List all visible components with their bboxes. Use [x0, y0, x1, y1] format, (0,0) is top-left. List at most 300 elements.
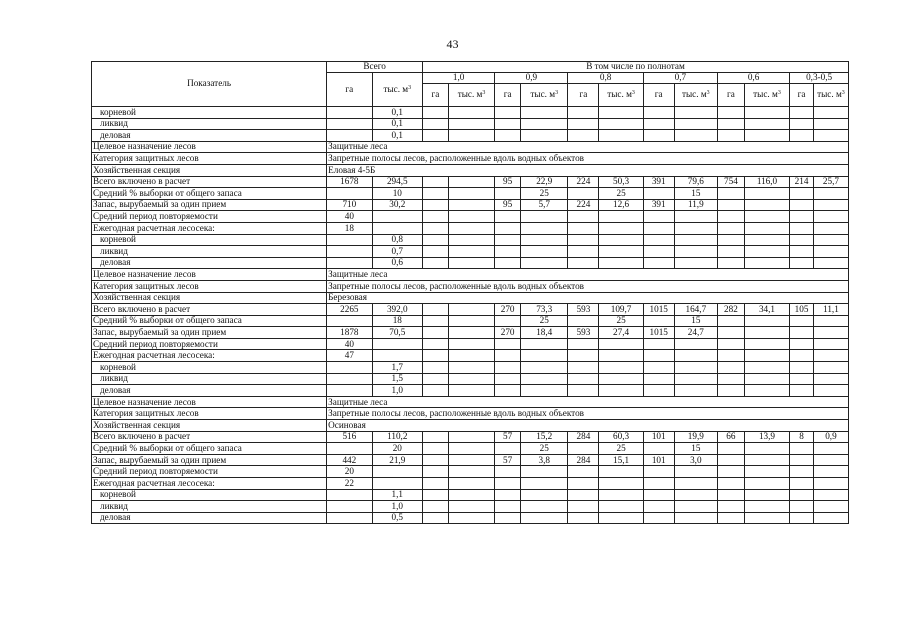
- density-header: 0,3-0,5: [790, 73, 849, 84]
- table-cell: [674, 118, 717, 130]
- table-cell: [327, 257, 372, 269]
- table-cell: [790, 373, 814, 385]
- table-cell: [448, 304, 494, 316]
- table-cell: [521, 130, 568, 142]
- row-label: Запас, вырубаемый за один прием: [92, 327, 327, 339]
- row-label: ликвид: [92, 373, 327, 385]
- row-label: ликвид: [92, 246, 327, 258]
- table-cell: 1878: [327, 327, 372, 339]
- table-cell: [448, 315, 494, 327]
- table-cell: [643, 246, 674, 258]
- table-cell: [448, 350, 494, 362]
- table-cell: [599, 130, 643, 142]
- table-cell: [423, 211, 449, 223]
- table-cell: [495, 466, 521, 478]
- table-cell: [599, 246, 643, 258]
- table-cell: [521, 385, 568, 397]
- table-cell: [717, 373, 744, 385]
- table-cell: 15,2: [521, 431, 568, 443]
- table-cell: [674, 362, 717, 374]
- table-cell: [717, 443, 744, 455]
- table-cell: [717, 512, 744, 524]
- table-cell: [568, 130, 599, 142]
- table-cell: 20: [327, 466, 372, 478]
- table-cell: 8: [790, 431, 814, 443]
- table-cell: 20: [372, 443, 423, 455]
- table-cell: [717, 246, 744, 258]
- table-cell: [448, 130, 494, 142]
- table-cell: [448, 338, 494, 350]
- section-info-row: [92, 420, 849, 432]
- table-cell: [744, 222, 789, 234]
- density-header: 0,9: [495, 73, 568, 84]
- table-cell: 30,2: [372, 199, 423, 211]
- table-cell: [327, 385, 372, 397]
- table-cell: [674, 338, 717, 350]
- table-cell: 0,5: [372, 512, 423, 524]
- info-value: Защитные леса: [327, 141, 849, 153]
- row-label: Всего включено в расчет: [92, 176, 327, 188]
- table-cell: [790, 478, 814, 490]
- table-cell: 391: [643, 176, 674, 188]
- table-cell: 392,0: [372, 304, 423, 316]
- unit-ha-header: [423, 84, 449, 107]
- table-cell: 27,4: [599, 327, 643, 339]
- table-cell: [495, 315, 521, 327]
- table-cell: [744, 350, 789, 362]
- table-cell: [790, 350, 814, 362]
- info-label: Категория защитных лесов: [92, 408, 327, 420]
- table-row: [92, 107, 849, 119]
- table-cell: [423, 350, 449, 362]
- table-cell: [674, 501, 717, 513]
- table-cell: [568, 385, 599, 397]
- table-cell: [717, 130, 744, 142]
- table-row: [92, 350, 849, 362]
- table-cell: [674, 107, 717, 119]
- table-cell: 2265: [327, 304, 372, 316]
- table-cell: 70,5: [372, 327, 423, 339]
- table-cell: 1015: [643, 304, 674, 316]
- unit-label: тыс. м: [681, 89, 707, 100]
- table-row: [92, 327, 849, 339]
- table-cell: [448, 454, 494, 466]
- table-cell: [674, 373, 717, 385]
- table-cell: 57: [495, 454, 521, 466]
- table-cell: 24,7: [674, 327, 717, 339]
- table-cell: [744, 512, 789, 524]
- total-header: Всего: [327, 62, 423, 73]
- table-cell: [448, 385, 494, 397]
- row-label: ликвид: [92, 501, 327, 513]
- table-row: [92, 222, 849, 234]
- table-cell: [643, 350, 674, 362]
- table-cell: 95: [495, 199, 521, 211]
- table-cell: [423, 466, 449, 478]
- info-label: Целевое назначение лесов: [92, 141, 327, 153]
- table-cell: [521, 478, 568, 490]
- table-cell: 593: [568, 304, 599, 316]
- table-cell: [790, 489, 814, 501]
- table-cell: [327, 443, 372, 455]
- table-cell: [423, 176, 449, 188]
- table-cell: [448, 246, 494, 258]
- table-cell: [327, 373, 372, 385]
- table-cell: [717, 338, 744, 350]
- table-cell: [448, 257, 494, 269]
- table-cell: [790, 501, 814, 513]
- table-row: [92, 431, 849, 443]
- table-cell: [448, 107, 494, 119]
- table-cell: [568, 234, 599, 246]
- table-cell: [448, 211, 494, 223]
- unit-exponent: 3: [482, 90, 486, 97]
- row-label: корневой: [92, 362, 327, 374]
- row-label: деловая: [92, 385, 327, 397]
- table-row: [92, 385, 849, 397]
- table-cell: [643, 478, 674, 490]
- table-cell: [790, 246, 814, 258]
- table-cell: [568, 373, 599, 385]
- table-cell: [495, 107, 521, 119]
- table-cell: 3,0: [674, 454, 717, 466]
- table-cell: [643, 443, 674, 455]
- table-cell: [813, 385, 848, 397]
- table-cell: [568, 501, 599, 513]
- table-cell: [599, 118, 643, 130]
- table-cell: [521, 512, 568, 524]
- table-cell: [674, 257, 717, 269]
- table-cell: [568, 338, 599, 350]
- table-cell: 0,9: [813, 431, 848, 443]
- table-cell: [521, 501, 568, 513]
- table-cell: [674, 246, 717, 258]
- unit-label: тыс. м: [530, 89, 556, 100]
- table-cell: 0,7: [372, 246, 423, 258]
- table-cell: [599, 489, 643, 501]
- table-cell: [717, 489, 744, 501]
- table-row: [92, 478, 849, 490]
- unit-ha-header: [790, 84, 814, 107]
- row-label: корневой: [92, 234, 327, 246]
- table-cell: [568, 466, 599, 478]
- table-cell: [327, 107, 372, 119]
- table-cell: [643, 315, 674, 327]
- table-cell: 66: [717, 431, 744, 443]
- table-cell: [448, 512, 494, 524]
- table-cell: 0,1: [372, 118, 423, 130]
- table-cell: [568, 489, 599, 501]
- table-cell: [744, 489, 789, 501]
- table-cell: [568, 246, 599, 258]
- table-cell: [327, 362, 372, 374]
- table-cell: [327, 512, 372, 524]
- table-cell: [423, 373, 449, 385]
- table-cell: [495, 443, 521, 455]
- table-cell: [495, 338, 521, 350]
- table-cell: 754: [717, 176, 744, 188]
- table-cell: [423, 234, 449, 246]
- table-cell: 19,9: [674, 431, 717, 443]
- table-cell: 18: [327, 222, 372, 234]
- unit-label: га: [503, 89, 512, 100]
- table-cell: [599, 501, 643, 513]
- table-cell: [790, 257, 814, 269]
- table-cell: [790, 327, 814, 339]
- table-cell: [423, 443, 449, 455]
- unit-ha-header: [568, 84, 599, 107]
- table-cell: [599, 512, 643, 524]
- table-row: [92, 118, 849, 130]
- info-value: Защитные леса: [327, 269, 849, 281]
- table-row: [92, 362, 849, 374]
- table-cell: 25: [521, 315, 568, 327]
- table-cell: [599, 385, 643, 397]
- table-cell: [717, 257, 744, 269]
- table-cell: 12,6: [599, 199, 643, 211]
- table-cell: [568, 222, 599, 234]
- table-cell: [790, 199, 814, 211]
- table-cell: 294,5: [372, 176, 423, 188]
- table-cell: [790, 130, 814, 142]
- table-cell: 282: [717, 304, 744, 316]
- table-cell: [643, 466, 674, 478]
- table-cell: [744, 373, 789, 385]
- table-cell: [423, 257, 449, 269]
- table-cell: 1,1: [372, 489, 423, 501]
- table-cell: [744, 466, 789, 478]
- table-row: [92, 501, 849, 513]
- table-cell: [599, 478, 643, 490]
- row-label: Средний % выборки от общего запаса: [92, 315, 327, 327]
- table-cell: 0,1: [372, 130, 423, 142]
- table-cell: [813, 199, 848, 211]
- row-label: деловая: [92, 512, 327, 524]
- table-cell: [813, 118, 848, 130]
- forest-cutting-table: [91, 61, 849, 524]
- unit-volume-header: [674, 84, 717, 107]
- table-cell: [448, 176, 494, 188]
- table-cell: [372, 222, 423, 234]
- table-body: [92, 107, 849, 524]
- row-label: Средний период повторяемости: [92, 211, 327, 223]
- table-cell: [423, 315, 449, 327]
- table-cell: [448, 188, 494, 200]
- table-cell: [643, 188, 674, 200]
- row-label: деловая: [92, 130, 327, 142]
- unit-exponent: 3: [631, 90, 635, 97]
- table-cell: [643, 107, 674, 119]
- table-cell: [717, 199, 744, 211]
- info-value: Осиновая: [327, 420, 849, 432]
- table-cell: [744, 443, 789, 455]
- table-cell: [790, 315, 814, 327]
- table-cell: [717, 234, 744, 246]
- unit-label: га: [654, 89, 663, 100]
- table-cell: [599, 107, 643, 119]
- table-cell: [599, 338, 643, 350]
- table-cell: [744, 478, 789, 490]
- table-cell: [495, 350, 521, 362]
- table-cell: [568, 350, 599, 362]
- table-cell: [568, 118, 599, 130]
- table-cell: 214: [790, 176, 814, 188]
- table-row: [92, 315, 849, 327]
- table-cell: 116,0: [744, 176, 789, 188]
- table-cell: 1,0: [372, 501, 423, 513]
- table-cell: [674, 130, 717, 142]
- table-cell: [495, 385, 521, 397]
- table-cell: [674, 222, 717, 234]
- info-label: Категория защитных лесов: [92, 280, 327, 292]
- table-cell: [790, 107, 814, 119]
- table-cell: 270: [495, 304, 521, 316]
- section-info-row: [92, 164, 849, 176]
- table-cell: [495, 234, 521, 246]
- table-cell: 1015: [643, 327, 674, 339]
- table-cell: [495, 257, 521, 269]
- table-cell: [717, 211, 744, 223]
- table-cell: [495, 130, 521, 142]
- table-cell: 25: [521, 443, 568, 455]
- table-cell: [744, 362, 789, 374]
- table-cell: [674, 489, 717, 501]
- info-label: Категория защитных лесов: [92, 153, 327, 165]
- table-row: [92, 188, 849, 200]
- table-cell: 21,9: [372, 454, 423, 466]
- table-row: [92, 211, 849, 223]
- table-cell: [372, 478, 423, 490]
- table-cell: 18,4: [521, 327, 568, 339]
- table-cell: 25: [521, 188, 568, 200]
- table-cell: [643, 373, 674, 385]
- table-cell: 224: [568, 199, 599, 211]
- unit-exponent: 3: [706, 90, 710, 97]
- unit-label: га: [431, 89, 440, 100]
- table-cell: [790, 362, 814, 374]
- table-cell: [495, 478, 521, 490]
- table-cell: [674, 385, 717, 397]
- table-cell: [717, 385, 744, 397]
- row-label: Запас, вырубаемый за один прием: [92, 454, 327, 466]
- table-cell: [790, 512, 814, 524]
- table-cell: [790, 234, 814, 246]
- table-cell: [521, 362, 568, 374]
- table-cell: [495, 246, 521, 258]
- unit-volume-header: [599, 84, 643, 107]
- table-cell: [643, 338, 674, 350]
- table-cell: [495, 501, 521, 513]
- row-label: Всего включено в расчет: [92, 304, 327, 316]
- table-cell: [744, 327, 789, 339]
- table-cell: [568, 443, 599, 455]
- table-cell: [521, 373, 568, 385]
- table-cell: [674, 234, 717, 246]
- table-cell: [813, 315, 848, 327]
- table-cell: [717, 350, 744, 362]
- table-cell: [448, 431, 494, 443]
- table-cell: 0,1: [372, 107, 423, 119]
- table-cell: 11,9: [674, 199, 717, 211]
- table-cell: [448, 199, 494, 211]
- table-cell: [744, 199, 789, 211]
- table-cell: [813, 466, 848, 478]
- section-info-row: [92, 408, 849, 420]
- table-cell: [717, 501, 744, 513]
- table-cell: [448, 118, 494, 130]
- table-cell: 15,1: [599, 454, 643, 466]
- unit-label: га: [797, 89, 806, 100]
- table-cell: [717, 107, 744, 119]
- table-row: [92, 443, 849, 455]
- table-cell: [372, 350, 423, 362]
- table-cell: [495, 118, 521, 130]
- table-cell: [423, 512, 449, 524]
- table-cell: 710: [327, 199, 372, 211]
- table-cell: [327, 234, 372, 246]
- table-cell: [327, 489, 372, 501]
- table-cell: [568, 512, 599, 524]
- table-header: [92, 62, 849, 107]
- table-cell: 3,8: [521, 454, 568, 466]
- unit-label: га: [345, 83, 354, 94]
- table-cell: 15: [674, 315, 717, 327]
- table-cell: [744, 338, 789, 350]
- table-cell: [674, 466, 717, 478]
- table-cell: 25: [599, 443, 643, 455]
- table-cell: 13,9: [744, 431, 789, 443]
- table-cell: [423, 222, 449, 234]
- table-cell: 516: [327, 431, 372, 443]
- table-cell: [599, 362, 643, 374]
- table-cell: [568, 257, 599, 269]
- row-label: корневой: [92, 107, 327, 119]
- table-cell: 593: [568, 327, 599, 339]
- table-cell: [790, 118, 814, 130]
- table-cell: [744, 385, 789, 397]
- table-cell: [744, 118, 789, 130]
- table-cell: [521, 338, 568, 350]
- table-cell: [744, 211, 789, 223]
- table-cell: [327, 188, 372, 200]
- table-cell: [495, 362, 521, 374]
- table-cell: 40: [327, 338, 372, 350]
- table-cell: [790, 385, 814, 397]
- table-cell: 5,7: [521, 199, 568, 211]
- table-cell: 101: [643, 454, 674, 466]
- table-cell: [521, 107, 568, 119]
- unit-ha-header: [495, 84, 521, 107]
- table-cell: [448, 234, 494, 246]
- table-cell: 15: [674, 188, 717, 200]
- table-cell: [717, 454, 744, 466]
- table-cell: 34,1: [744, 304, 789, 316]
- unit-volume-header: [744, 84, 789, 107]
- table-cell: [717, 188, 744, 200]
- unit-exponent: 3: [777, 90, 781, 97]
- table-cell: [568, 188, 599, 200]
- unit-label: тыс. м: [753, 89, 778, 100]
- table-cell: [372, 211, 423, 223]
- table-cell: [495, 489, 521, 501]
- table-cell: [423, 454, 449, 466]
- table-cell: [674, 350, 717, 362]
- table-cell: [643, 501, 674, 513]
- table-cell: [599, 211, 643, 223]
- table-cell: [521, 489, 568, 501]
- row-label: Запас, вырубаемый за один прием: [92, 199, 327, 211]
- table-cell: [568, 211, 599, 223]
